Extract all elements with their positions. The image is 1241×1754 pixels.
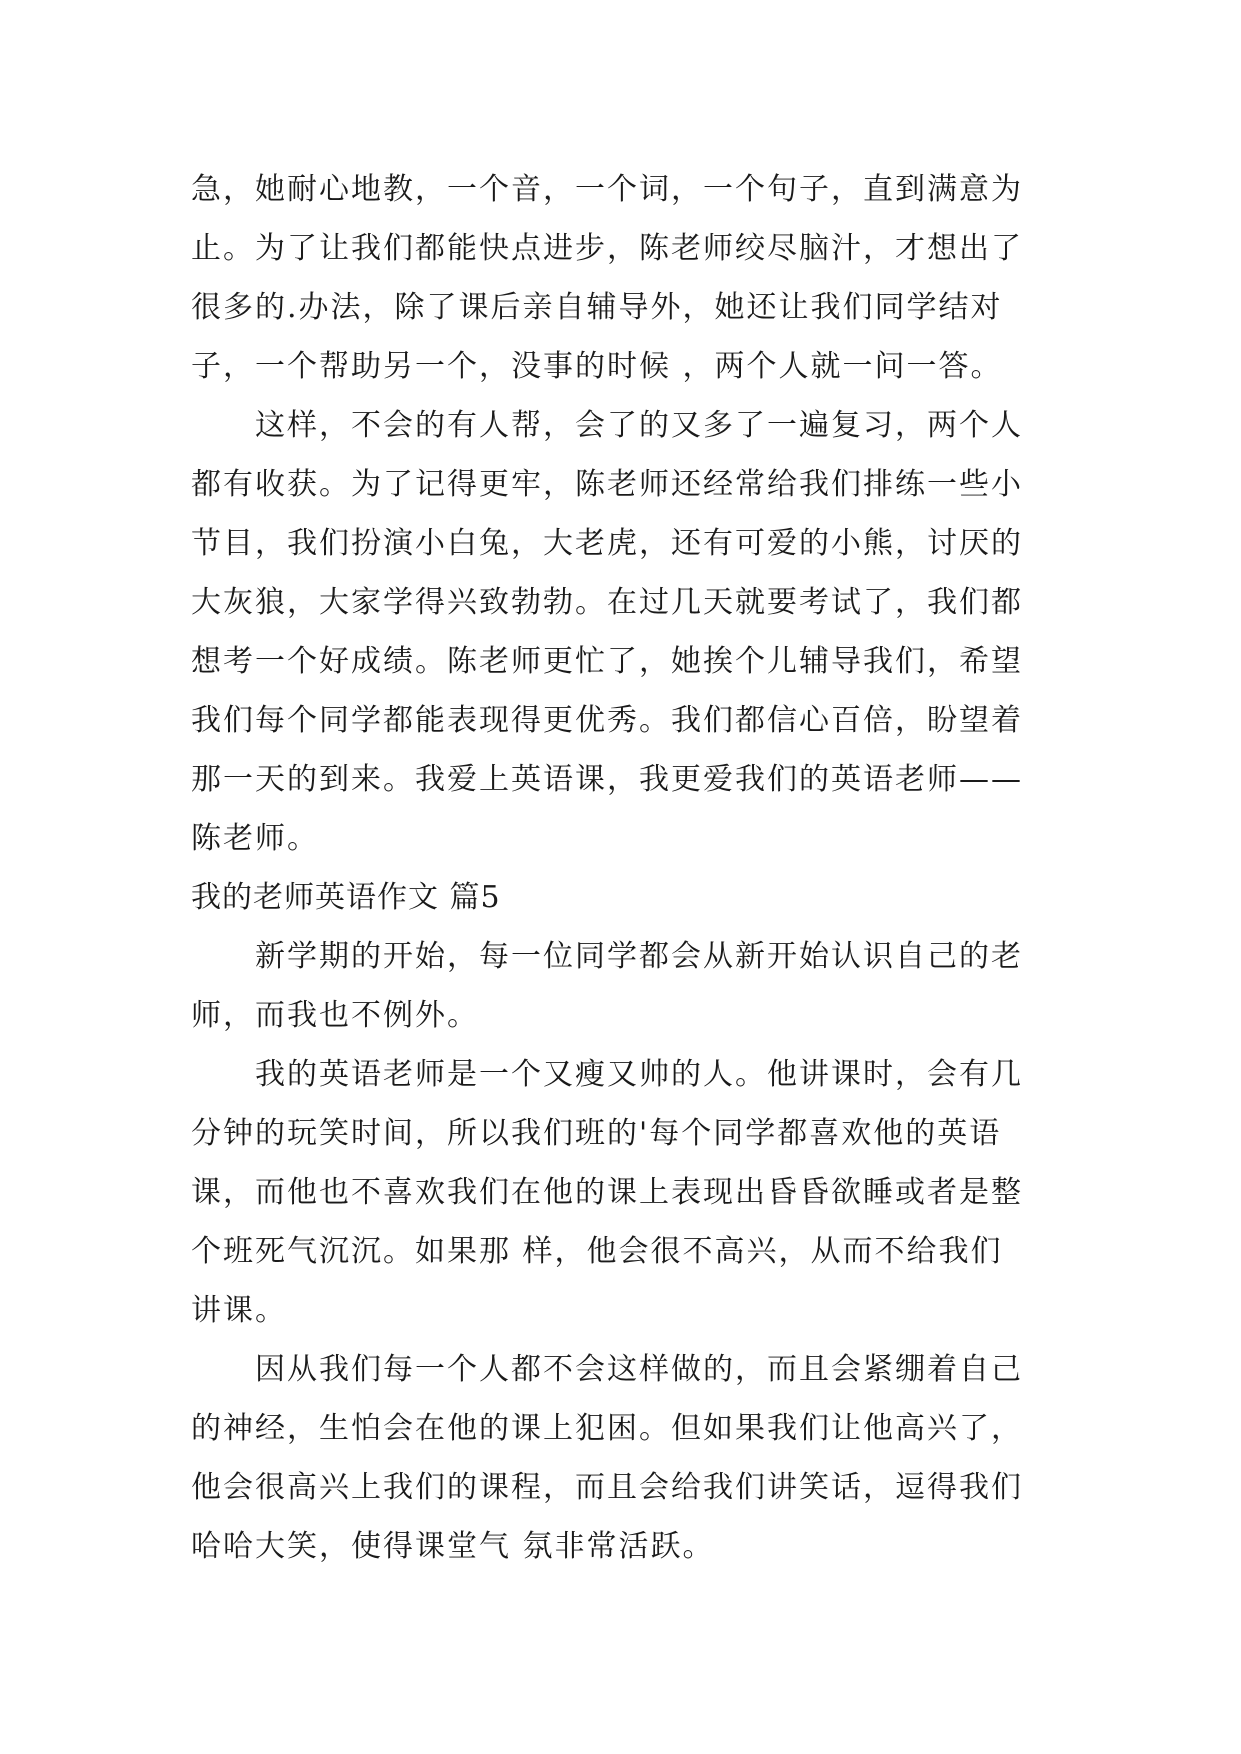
text-line: 大灰狼，大家学得兴致勃勃。在过几天就要考试了，我们都 — [191, 585, 1023, 620]
text-line: 止。为了让我们都能快点进步，陈老师绞尽脑汁，才想出了 — [191, 231, 1023, 266]
text-line: 讲课。 — [191, 1293, 287, 1328]
text-line: 那一天的到来。我爱上英语课，我更爱我们的英语老师—— — [191, 762, 1023, 797]
text-line: 我的英语老师是一个又瘦又帅的人。他讲课时，会有几 — [191, 1057, 1023, 1092]
text-line: 节目，我们扮演小白兔，大老虎，还有可爱的小熊，讨厌的 — [191, 526, 1023, 561]
text-line: 他会很高兴上我们的课程，而且会给我们讲笑话，逗得我们 — [191, 1470, 1023, 1505]
text-line: 因从我们每一个人都不会这样做的，而且会紧绷着自己 — [191, 1352, 1023, 1387]
text-line: 陈老师。 — [191, 821, 319, 856]
section-heading: 我的老师英语作文 篇5 — [191, 880, 501, 915]
text-line: 很多的.办法，除了课后亲自辅导外，她还让我们同学结对 — [191, 290, 1003, 325]
text-line: 哈哈大笑，使得课堂气 氛非常活跃。 — [191, 1529, 715, 1564]
essay-text-block — [191, 160, 1061, 1576]
text-line: 想考一个好成绩。陈老师更忙了，她挨个儿辅导我们，希望 — [191, 644, 1023, 679]
text-line: 课，而他也不喜欢我们在他的课上表现出昏昏欲睡或者是整 — [191, 1175, 1023, 1210]
text-line: 师，而我也不例外。 — [191, 998, 479, 1033]
text-line: 这样，不会的有人帮，会了的又多了一遍复习，两个人 — [191, 408, 1023, 443]
text-line: 分钟的玩笑时间，所以我们班的'每个同学都喜欢他的英语 — [191, 1116, 1002, 1151]
text-line: 急，她耐心地教，一个音，一个词，一个句子，直到满意为 — [191, 172, 1023, 207]
text-line: 新学期的开始，每一位同学都会从新开始认识自己的老 — [191, 939, 1023, 974]
text-line: 都有收获。为了记得更牢，陈老师还经常给我们排练一些小 — [191, 467, 1023, 502]
text-line: 的神经，生怕会在他的课上犯困。但如果我们让他高兴了， — [191, 1411, 1023, 1446]
text-line: 我们每个同学都能表现得更优秀。我们都信心百倍，盼望着 — [191, 703, 1023, 738]
text-line: 子，一个帮助另一个，没事的时候 ，两个人就一问一答。 — [191, 349, 1003, 384]
text-line: 个班死气沉沉。如果那 样，他会很不高兴，从而不给我们 — [191, 1234, 1003, 1269]
